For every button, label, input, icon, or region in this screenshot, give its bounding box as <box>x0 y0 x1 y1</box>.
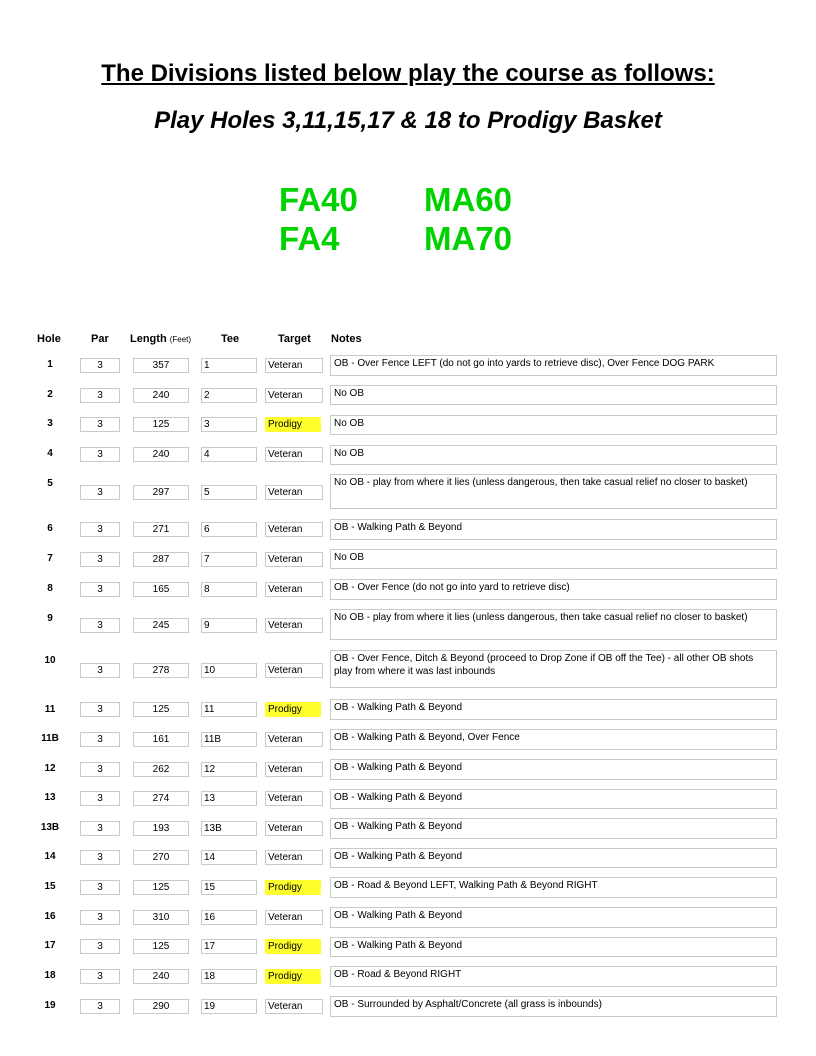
tee-field[interactable]: 17 <box>201 939 257 954</box>
length-field[interactable]: 125 <box>133 939 189 954</box>
target-field[interactable]: Veteran <box>265 999 323 1014</box>
column-header-length <box>130 333 191 346</box>
notes-field[interactable]: OB - Walking Path & Beyond <box>330 937 777 957</box>
length-field[interactable]: 278 <box>133 663 189 678</box>
length-field[interactable]: 125 <box>133 702 189 717</box>
par-field[interactable]: 3 <box>80 910 120 925</box>
par-field[interactable]: 3 <box>80 791 120 806</box>
division-label: MA70 <box>424 220 513 257</box>
notes-field[interactable]: OB - Walking Path & Beyond <box>330 848 777 868</box>
hole-number: 18 <box>44 970 56 981</box>
hole-number: 17 <box>44 940 56 951</box>
notes-field[interactable]: OB - Walking Path & Beyond, Over Fence <box>330 729 777 750</box>
page-title: The Divisions listed below play the course as follows: <box>101 60 715 87</box>
length-field[interactable]: 125 <box>133 880 189 895</box>
hole-number: 1 <box>47 359 53 370</box>
notes-field[interactable]: OB - Over Fence (do not go into yard to retrieve disc) <box>330 579 777 600</box>
column-header-length-unit: (Feet) <box>169 335 192 344</box>
tee-field[interactable]: 13B <box>201 821 257 836</box>
hole-number: 13 <box>44 792 56 803</box>
tee-field[interactable]: 5 <box>201 485 257 500</box>
length-field[interactable]: 290 <box>133 999 189 1014</box>
length-field[interactable]: 310 <box>133 910 189 925</box>
tee-field[interactable]: 19 <box>201 999 257 1014</box>
page-subtitle: Play Holes 3,11,15,17 & 18 to Prodigy Basket <box>154 107 662 134</box>
hole-number: 15 <box>44 881 56 892</box>
target-field-prodigy[interactable]: Prodigy <box>265 880 321 895</box>
par-field[interactable]: 3 <box>80 582 120 597</box>
length-field[interactable]: 274 <box>133 791 189 806</box>
column-header-length-label: Length <box>130 333 167 345</box>
tee-field[interactable]: 4 <box>201 447 257 462</box>
notes-field[interactable]: OB - Over Fence, Ditch & Beyond (proceed to Drop Zone if OB off the Tee) - all other OB shots play from where it was last inbounds <box>330 650 777 688</box>
target-field-prodigy[interactable]: Prodigy <box>265 702 321 717</box>
notes-field[interactable]: OB - Walking Path & Beyond <box>330 789 777 809</box>
notes-field[interactable]: OB - Surrounded by Asphalt/Concrete (all grass is inbounds) <box>330 996 777 1017</box>
par-field[interactable]: 3 <box>80 702 120 717</box>
target-field[interactable]: Veteran <box>265 618 323 633</box>
length-field[interactable]: 240 <box>133 969 189 984</box>
tee-field[interactable]: 11B <box>201 732 257 747</box>
par-field[interactable]: 3 <box>80 850 120 865</box>
notes-field[interactable]: OB - Walking Path & Beyond <box>330 699 777 720</box>
column-header-hole: Hole <box>37 333 61 345</box>
tee-field[interactable]: 2 <box>201 388 257 403</box>
length-field[interactable]: 270 <box>133 850 189 865</box>
hole-number: 7 <box>47 553 53 564</box>
tee-field[interactable]: 18 <box>201 969 257 984</box>
target-field[interactable]: Veteran <box>265 910 323 925</box>
tee-field[interactable]: 9 <box>201 618 257 633</box>
division-list <box>279 182 579 257</box>
target-field[interactable]: Veteran <box>265 732 323 747</box>
par-field[interactable]: 3 <box>80 762 120 777</box>
length-field[interactable]: 240 <box>133 447 189 462</box>
tee-field[interactable]: 7 <box>201 552 257 567</box>
hole-number: 10 <box>44 655 56 666</box>
notes-field[interactable]: OB - Walking Path & Beyond <box>330 818 777 839</box>
column-header-tee: Tee <box>221 333 240 345</box>
par-field[interactable]: 3 <box>80 417 120 432</box>
column-header-notes: Notes <box>331 333 362 345</box>
tee-field[interactable]: 10 <box>201 663 257 678</box>
par-field[interactable]: 3 <box>80 999 120 1014</box>
hole-number: 19 <box>44 1000 56 1011</box>
par-field[interactable]: 3 <box>80 969 120 984</box>
tee-field[interactable]: 12 <box>201 762 257 777</box>
hole-number: 2 <box>47 389 53 400</box>
tee-field[interactable]: 11 <box>201 702 257 717</box>
hole-number: 9 <box>47 613 53 624</box>
par-field[interactable]: 3 <box>80 485 120 500</box>
par-field[interactable]: 3 <box>80 821 120 836</box>
hole-number: 8 <box>47 583 53 594</box>
target-field[interactable]: Veteran <box>265 850 323 865</box>
tee-field[interactable]: 3 <box>201 417 257 432</box>
division-label: FA40 <box>279 181 358 218</box>
tee-field[interactable]: 14 <box>201 850 257 865</box>
notes-field[interactable]: OB - Over Fence LEFT (do not go into yards to retrieve disc), Over Fence DOG PARK <box>330 355 777 376</box>
target-field[interactable]: Veteran <box>265 821 323 836</box>
target-field[interactable]: Veteran <box>265 358 323 373</box>
length-field[interactable]: 357 <box>133 358 189 373</box>
par-field[interactable]: 3 <box>80 880 120 895</box>
par-field[interactable]: 3 <box>80 732 120 747</box>
notes-field[interactable]: No OB <box>330 549 777 569</box>
notes-field[interactable]: OB - Road & Beyond LEFT, Walking Path & Beyond RIGHT <box>330 877 777 898</box>
hole-number: 16 <box>44 911 56 922</box>
column-header-par: Par <box>91 333 109 345</box>
notes-field[interactable]: No OB <box>330 385 777 405</box>
notes-field[interactable]: OB - Walking Path & Beyond <box>330 907 777 928</box>
par-field[interactable]: 3 <box>80 447 120 462</box>
length-field[interactable]: 262 <box>133 762 189 777</box>
hole-number: 4 <box>47 448 53 459</box>
tee-field[interactable]: 16 <box>201 910 257 925</box>
par-field[interactable]: 3 <box>80 618 120 633</box>
length-field[interactable]: 287 <box>133 552 189 567</box>
target-field-prodigy[interactable]: Prodigy <box>265 939 321 954</box>
notes-field[interactable]: No OB <box>330 415 777 435</box>
notes-field[interactable]: No OB - play from where it lies (unless dangerous, then take casual relief no closer to basket) <box>330 609 777 640</box>
length-field[interactable]: 193 <box>133 821 189 836</box>
hole-number: 3 <box>47 418 53 429</box>
tee-field[interactable]: 8 <box>201 582 257 597</box>
hole-number: 11 <box>44 704 56 715</box>
notes-field[interactable]: OB - Road & Beyond RIGHT <box>330 966 777 987</box>
par-field[interactable]: 3 <box>80 552 120 567</box>
target-field[interactable]: Veteran <box>265 485 323 500</box>
target-field[interactable]: Veteran <box>265 447 323 462</box>
notes-field[interactable]: No OB <box>330 445 777 465</box>
target-field[interactable]: Veteran <box>265 663 323 678</box>
par-field[interactable]: 3 <box>80 358 120 373</box>
division-label: FA4 <box>279 220 340 257</box>
notes-field[interactable]: OB - Walking Path & Beyond <box>330 519 777 540</box>
target-field[interactable]: Veteran <box>265 552 323 567</box>
column-header-target: Target <box>278 333 311 345</box>
par-field[interactable]: 3 <box>80 388 120 403</box>
tee-field[interactable]: 13 <box>201 791 257 806</box>
target-field[interactable]: Veteran <box>265 522 323 537</box>
par-field[interactable]: 3 <box>80 939 120 954</box>
hole-number: 11B <box>41 733 59 744</box>
length-field[interactable]: 297 <box>133 485 189 500</box>
length-field[interactable]: 125 <box>133 417 189 432</box>
hole-number: 12 <box>44 763 56 774</box>
target-field-prodigy[interactable]: Prodigy <box>265 969 321 984</box>
tee-field[interactable]: 6 <box>201 522 257 537</box>
division-label: MA60 <box>424 181 513 218</box>
hole-number: 13B <box>40 822 60 833</box>
notes-field[interactable]: OB - Walking Path & Beyond <box>330 759 777 780</box>
notes-field[interactable]: No OB - play from where it lies (unless dangerous, then take casual relief no closer to basket) <box>330 474 777 509</box>
par-field[interactable]: 3 <box>80 522 120 537</box>
par-field[interactable]: 3 <box>80 663 120 678</box>
hole-number: 6 <box>47 523 53 534</box>
hole-number: 14 <box>44 851 56 862</box>
hole-number: 5 <box>47 478 53 489</box>
target-field-prodigy[interactable]: Prodigy <box>265 417 321 432</box>
target-field[interactable]: Veteran <box>265 388 323 403</box>
length-field[interactable]: 161 <box>133 732 189 747</box>
target-field[interactable]: Veteran <box>265 791 323 806</box>
target-field[interactable]: Veteran <box>265 582 323 597</box>
length-field[interactable]: 165 <box>133 582 189 597</box>
target-field[interactable]: Veteran <box>265 762 323 777</box>
length-field[interactable]: 245 <box>133 618 189 633</box>
tee-field[interactable]: 1 <box>201 358 257 373</box>
length-field[interactable]: 240 <box>133 388 189 403</box>
length-field[interactable]: 271 <box>133 522 189 537</box>
tee-field[interactable]: 15 <box>201 880 257 895</box>
